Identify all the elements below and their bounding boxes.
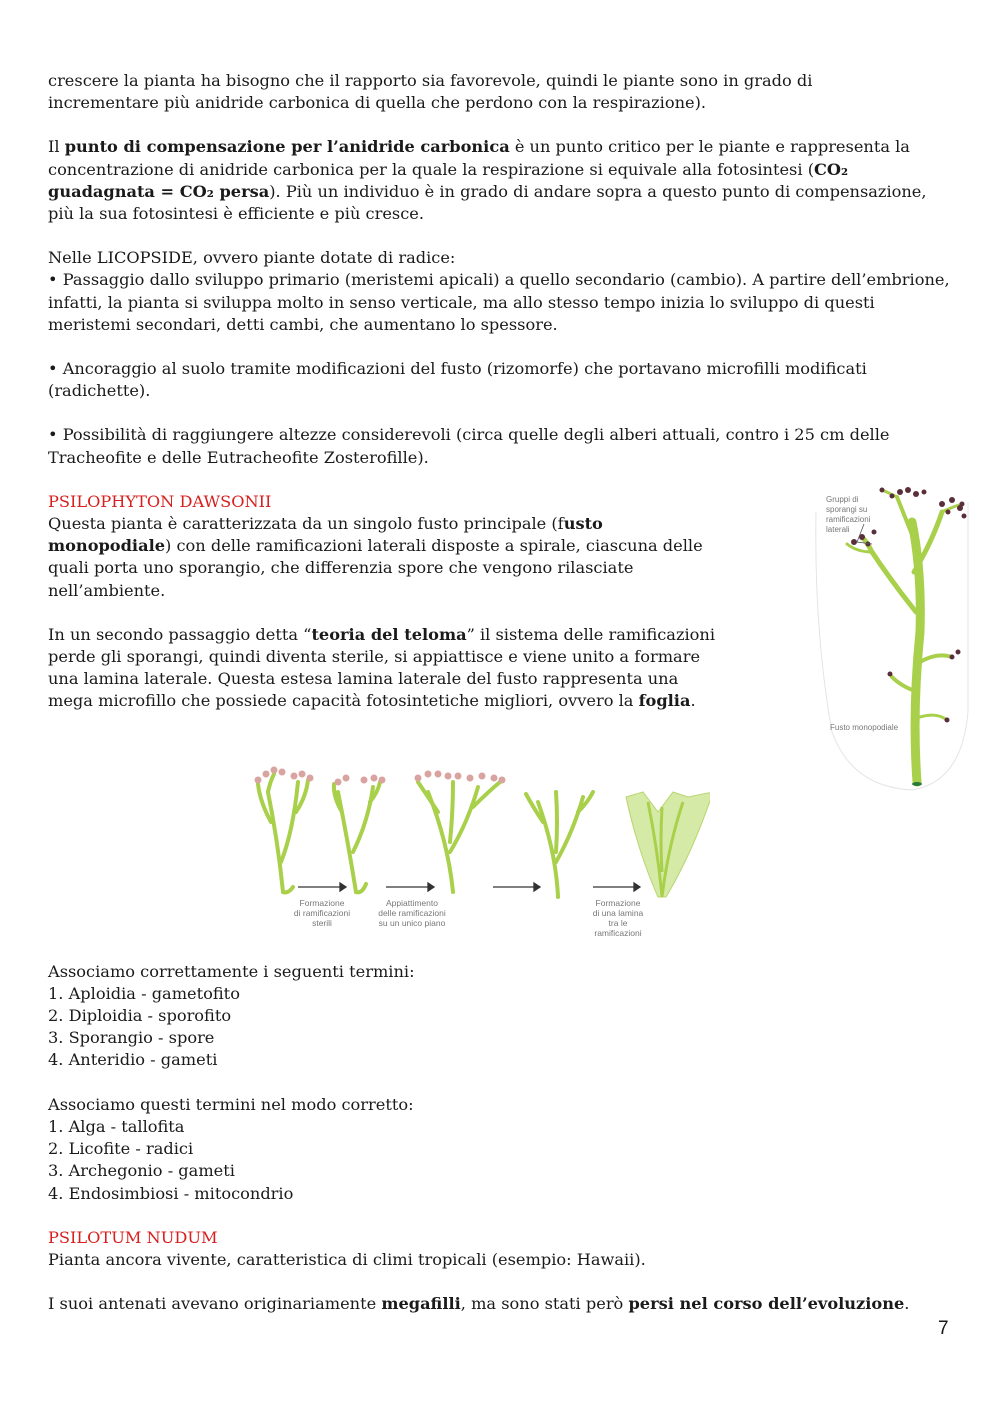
stage-2 xyxy=(334,782,380,892)
paragraph-psilotum-1: Pianta ancora vivente, caratteristica di climi tropicali (esempio: Hawaii). xyxy=(48,1249,646,1269)
caption-step1: di ramificazioni xyxy=(293,908,351,918)
teloma-figure xyxy=(238,752,710,950)
label-ramificazioni: ramificazioni xyxy=(826,515,871,524)
paragraph-teloma: In un secondo passaggio detta “teoria del teloma” il sistema delle ramificazioni perde gli sporangi, quindi diventa sterile, si appiattisce e viene unito a formare una lamina laterale. Questa estesa lamina laterale del fusto rappresenta una mega microfillo che possiede capacità fotosintetiche migliori, ovvero la foglia. xyxy=(48,624,716,711)
licopside-intro: Nelle LICOPSIDE, ovvero piante dotate di radice: xyxy=(48,248,456,268)
paragraph-psilophyton-1: Questa pianta è caratterizzata da un singolo fusto principale (fusto monopodiale) con delle ramificazioni laterali disposte a spirale, ciascuna delle quali porta uno sporangio, che differenzia spore che vengono rilasciate nell’ambiente. xyxy=(48,514,703,600)
caption-step3: di una lamina xyxy=(592,908,644,918)
paragraph-compensation: Il punto di compensazione per l’anidride carbonica è un punto critico per le piante e rappresenta la concentrazione di anidride carbonica per la quale la respirazione si equivale alla fotosintesi (CO₂ guadagnata = CO₂ persa). Più un individuo è in grado di andare sopra a questo punto di compensazione, più la sua fotosintesi è efficiente e più cresce. xyxy=(48,137,927,224)
label-laterali: laterali xyxy=(826,525,850,534)
label-fusto-monopodiale: Fusto monopodiale xyxy=(830,723,899,732)
arrows xyxy=(298,883,640,891)
list2-item: 4. Endosimbiosi - mitocondrio xyxy=(48,1183,294,1203)
heading-psilophyton: PSILOPHYTON DAWSONII xyxy=(48,491,272,511)
list1-item: 3. Sporangio - spore xyxy=(48,1028,215,1048)
list2-item: 3. Archegonio - gameti xyxy=(48,1161,235,1181)
list1-item: 4. Anteridio - gameti xyxy=(48,1050,218,1070)
page-number: 7 xyxy=(938,1318,949,1339)
psilophyton-figure xyxy=(812,482,970,794)
stage-3 xyxy=(418,782,500,892)
list1-item: 1. Aploidia - gametofito xyxy=(48,983,240,1003)
list2-intro: Associamo questi termini nel modo corretto: xyxy=(48,1094,414,1114)
paragraph-intro: crescere la pianta ha bisogno che il rapporto sia favorevole, quindi le piante sono in grado di incrementare più anidride carbonica di quella che perdono con la respirazione). xyxy=(48,71,813,113)
sporangia-stage-1 xyxy=(255,767,314,784)
list1-intro: Associamo correttamente i seguenti termini: xyxy=(48,961,415,981)
label-sporangi: sporangi su xyxy=(826,505,868,514)
caption-step3: tra le xyxy=(608,918,628,928)
licopside-bullet-1: • Passaggio dallo sviluppo primario (meristemi apicali) a quello secondario (cambio). A partire dell’embrione, infatti, la pianta si sviluppa molto in senso verticale, ma allo stesso tempo inizia lo sviluppo di questi meristemi secondari, detti cambi, che aumentano lo spessore. xyxy=(48,270,950,334)
licopside-bullet-3: • Possibilità di raggiungere altezze considerevoli (circa quelle degli alberi attuali, contro i 25 cm delle Tracheofite e delle Eutracheofite Zosterofille). xyxy=(48,425,890,467)
licopside-bullet-2: • Ancoraggio al suolo tramite modificazioni del fusto (rizomorfe) che portavano microfilli modificati (radichette). xyxy=(48,359,867,401)
list1-item: 2. Diploidia - sporofito xyxy=(48,1006,232,1026)
caption-step3: ramificazioni xyxy=(594,928,642,938)
caption-step2: delle ramificazioni xyxy=(378,908,446,918)
caption-step1: Formazione xyxy=(299,898,345,908)
caption-step2: Appiattimento xyxy=(386,898,438,908)
label-gruppi: Gruppi di xyxy=(826,495,859,504)
list2-item: 1. Alga - tallofita xyxy=(48,1116,185,1136)
heading-psilotum: PSILOTUM NUDUM xyxy=(48,1227,218,1247)
plant-stem xyxy=(847,490,962,782)
stage-4 xyxy=(526,792,593,897)
caption-step3: Formazione xyxy=(595,898,641,908)
paragraph-psilotum-2: I suoi antenati avevano originariamente megafilli, ma sono stati però persi nel corso dell’evoluzione. xyxy=(48,1294,910,1314)
stage-5 xyxy=(626,792,710,897)
list2-item: 2. Licofite - radici xyxy=(48,1139,194,1159)
sporangia-stage-3 xyxy=(415,771,506,784)
caption-step2: su un unico piano xyxy=(378,918,446,928)
stage-1 xyxy=(258,774,308,892)
caption-step1: sterili xyxy=(312,918,332,928)
